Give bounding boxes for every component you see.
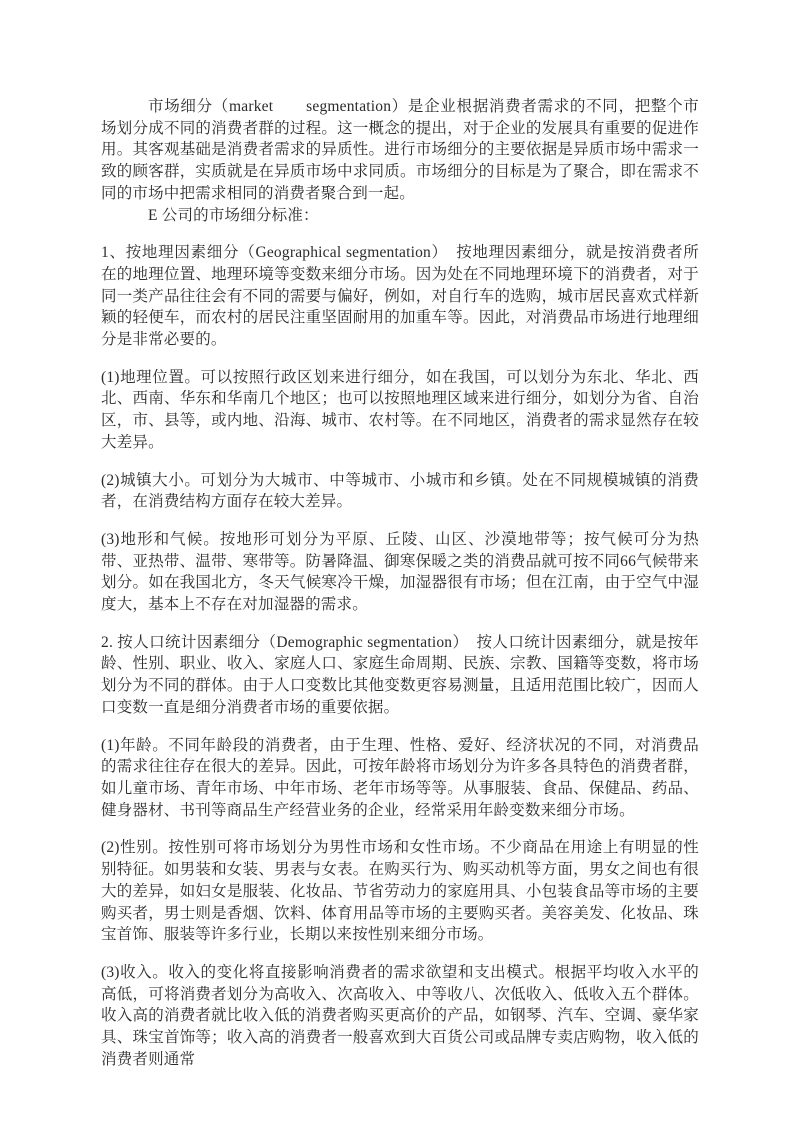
paragraph: (3)地形和气候。按地形可划分为平原、丘陵、山区、沙漠地带等；按气候可分为热带、亚热带、温带、寒带等。防暑降温、御寒保暖之类的消费品就可按不同66气候带来划分。如在我国北方，冬天气候寒冷干燥，加湿器很有市场；但在江南，由于空气中湿度大，基本上不存在对加湿器的需求。 <box>101 530 699 614</box>
paragraph: (3)收入。收入的变化将直接影响消费者的需求欲望和支出模式。根据平均收入水平的高低，可将消费者划分为高收入、次高收入、中等收八、次低收入、低收入五个群体。收入高的消费者就比收入低的消费者购买更高价的产品，如钢琴、汽车、空调、豪华家具、珠宝首饰等；收入高的消费者一般喜欢到大百货公司或品牌专卖店购物，收入低的消费者则通常 <box>101 963 699 1068</box>
paragraph: 2. 按人口统计因素细分（Demographic segmentation） 按人口统计因素细分，就是按年龄、性别、职业、收入、家庭人口、家庭生命周期、民族、宗教、国籍等变数，将市场划分为不同的群体。由于人口变数比其他变数更容易测量，且适用范围比较广，因而人口变数一直是细分消费者市场的重要依据。 <box>101 633 699 716</box>
paragraph: (1)地理位置。可以按照行政区划来进行细分，如在我国，可以划分为东北、华北、西北、西南、华东和华南几个地区；也可以按照地理区域来进行细分，如划分为省、自治区，市、县等，或内地、沿海、城市、农村等。在不同地区，消费者的需求显然存在较大差异。 <box>101 368 699 451</box>
paragraph: (2)城镇大小。可划分为大城市、中等城市、小城市和乡镇。处在不同规模城镇的消费者，在消费结构方面存在较大差异。 <box>101 471 699 511</box>
paragraph: 市场细分（market segmentation）是企业根据消费者需求的不同，把整个市场划分成不同的消费者群的过程。这一概念的提出，对于企业的发展具有重要的促进作用。其客观基础是消费者需求的异质性。进行市场细分的主要依据是异质市场中需求一致的顾客群，实质就是在异质市场中求同质。市场细分的目标是为了聚合，即在需求不同的市场中把需求相同的消费者聚合到一起。 <box>101 98 699 202</box>
paragraph: (1)年龄。不同年龄段的消费者，由于生理、性格、爱好、经济状况的不同，对消费品的需求往往存在很大的差异。因此，可按年龄将市场划分为许多各具特色的消费者群，如儿童市场、青年市场、中年市场、老年市场等等。从事服装、食品、保健品、药品、健身器材、书刊等商品生产经营业务的企业，经常采用年龄变数来细分市场。 <box>101 736 699 819</box>
paragraph: E 公司的市场细分标准： <box>148 206 319 224</box>
paragraph: (2)性别。按性别可将市场划分为男性市场和女性市场。不少商品在用途上有明显的性别特征。如男装和女装、男表与女表。在购买行为、购买动机等方面，男女之间也有很大的差异，如妇女是服装、化妆品、节省劳动力的家庭用具、小包装食品等市场的主要购买者，男士则是香烟、饮料、体育用品等市场的主要购买者。美容美发、化妆品、珠宝首饰、服装等许多行业，长期以来按性别来细分市场。 <box>101 839 699 944</box>
paragraph: 1、按地理因素细分（Geographical segmentation） 按地理因素细分，就是按消费者所在的地理位置、地理环境等变数来细分市场。因为处在不同地理环境下的消费者，对于同一类产品往往会有不同的需要与偏好，例如，对自行车的选购，城市居民喜欢式样新颖的轻便车，而农村的居民注重坚固耐用的加重车等。因此，对消费品市场进行地理细分是非常必要的。 <box>101 244 699 349</box>
document-body <box>101 96 699 1070</box>
